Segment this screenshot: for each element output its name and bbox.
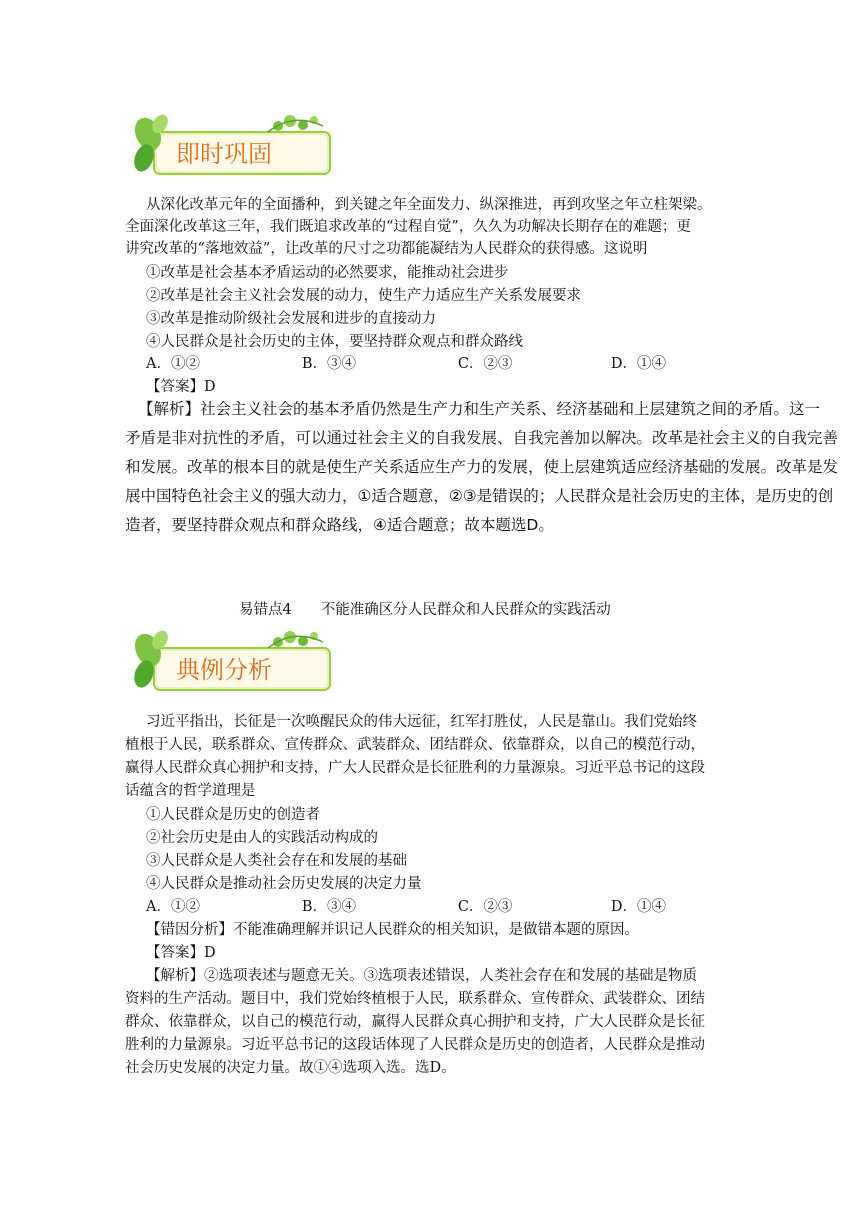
question2-item2: ②社会历史是由人的实践活动构成的: [146, 830, 378, 846]
banner-immediate-consolidation: [128, 112, 338, 182]
question2-item3: ③人民群众是人类社会存在和发展的基础: [146, 853, 407, 869]
banner-title: 典例分析: [176, 656, 272, 684]
question1-analysis-line4: 展中国特色社会主义的强大动力，①适合题意，②③是错误的；人民群众是社会历史的主体，是历史的创: [125, 487, 834, 505]
question1-options: [146, 353, 666, 375]
question1-analysis-line1: 【解析】社会主义社会的基本矛盾仍然是生产力和生产关系、经济基础和上层建筑之间的矛盾。这一: [138, 400, 821, 418]
question1-item4: ④人民群众是社会历史的主体，要坚持群众观点和群众路线: [146, 334, 523, 350]
question1-analysis-line5: 造者，要坚持群众观点和群众路线，④适合题意；故本题选D。: [125, 516, 554, 534]
option-a: A．①②: [146, 899, 200, 915]
question2-analysis-line3: 群众、依靠群众，以自己的模范行动，赢得人民群众真心拥护和支持，广大人民群众是长征: [125, 1014, 705, 1030]
question1-answer: 【答案】D: [146, 379, 216, 395]
question2-line4: 话蕴含的哲学道理是: [125, 783, 256, 799]
option-c: C．②③: [457, 356, 513, 372]
question2-line1: 习近平指出，长征是一次唤醒民众的伟大远征，红军打胜仗，人民是靠山。我们党始终: [146, 714, 697, 730]
option-c: C．②③: [457, 899, 513, 915]
option-d: D．①④: [610, 899, 666, 915]
question2-analysis-line4: 胜利的力量源泉。习近平总书记的这段话体现了人民群众是历史的创造者，人民群众是推动: [125, 1037, 705, 1053]
banner-title: 即时巩固: [176, 140, 272, 168]
question2-analysis-line2: 资料的生产活动。题目中，我们党始终植根于人民，联系群众、宣传群众、武装群众、团结: [125, 991, 705, 1007]
option-d: D．①④: [610, 356, 666, 372]
option-a: A．①②: [146, 356, 200, 372]
option-b: B．③④: [301, 356, 357, 372]
question1-item1: ①改革是社会基本矛盾运动的必然要求，能推动社会进步: [146, 265, 509, 281]
question1-line1: 从深化改革元年的全面播种，到关键之年全面发力、纵深推进，再到攻坚之年立柱架梁。: [146, 197, 712, 213]
question2-error-analysis: 【错因分析】不能准确理解并识记人民群众的相关知识，是做错本题的原因。: [146, 922, 639, 938]
question2-item4: ④人民群众是推动社会历史发展的决定力量: [146, 876, 422, 892]
question2-item1: ①人民群众是历史的创造者: [146, 807, 320, 823]
question1-item2: ②改革是社会主义社会发展的动力，使生产力适应生产关系发展要求: [146, 288, 581, 304]
option-b: B．③④: [301, 899, 357, 915]
leaf-banner-graphic: [128, 112, 338, 182]
question1-analysis-line2: 矛盾是非对抗性的矛盾，可以通过社会主义的自我发展、自我完善加以解决。改革是社会主义的自我完善: [125, 429, 839, 447]
banner-typical-example: [128, 628, 338, 698]
question2-analysis-line5: 社会历史发展的决定力量。故①④选项入选。选D。: [125, 1060, 456, 1076]
question2-line2: 植根于人民，联系群众、宣传群众、武装群众、团结群众、依靠群众，以自己的模范行动，: [125, 737, 705, 753]
leaf-banner-graphic: [128, 628, 338, 698]
section2-heading: 易错点4 不能准确区分人民群众和人民群众的实践活动: [239, 602, 611, 618]
question1-item3: ③改革是推动阶级社会发展和进步的直接动力: [146, 311, 436, 327]
question2-analysis-line1: 【解析】②选项表述与题意无关。③选项表述错误，人类社会存在和发展的基础是物质: [146, 968, 697, 984]
question2-line3: 赢得人民群众真心拥护和支持，广大人民群众是长征胜利的力量源泉。习近平总书记的这段: [125, 760, 705, 776]
question1-analysis-line3: 和发展。改革的根本目的就是使生产关系适应生产力的发展，使上层建筑适应经济基础的发展。改革是发: [125, 458, 839, 476]
question2-options: [146, 896, 666, 918]
question1-line3: 讲究改革的“落地效益”，让改革的尺寸之功都能凝结为人民群众的获得感。这说明: [125, 241, 648, 257]
question1-line2: 全面深化改革这三年，我们既追求改革的“过程自觉”，久久为功解决长期存在的难题；更: [125, 219, 691, 235]
question2-answer: 【答案】D: [146, 945, 216, 961]
